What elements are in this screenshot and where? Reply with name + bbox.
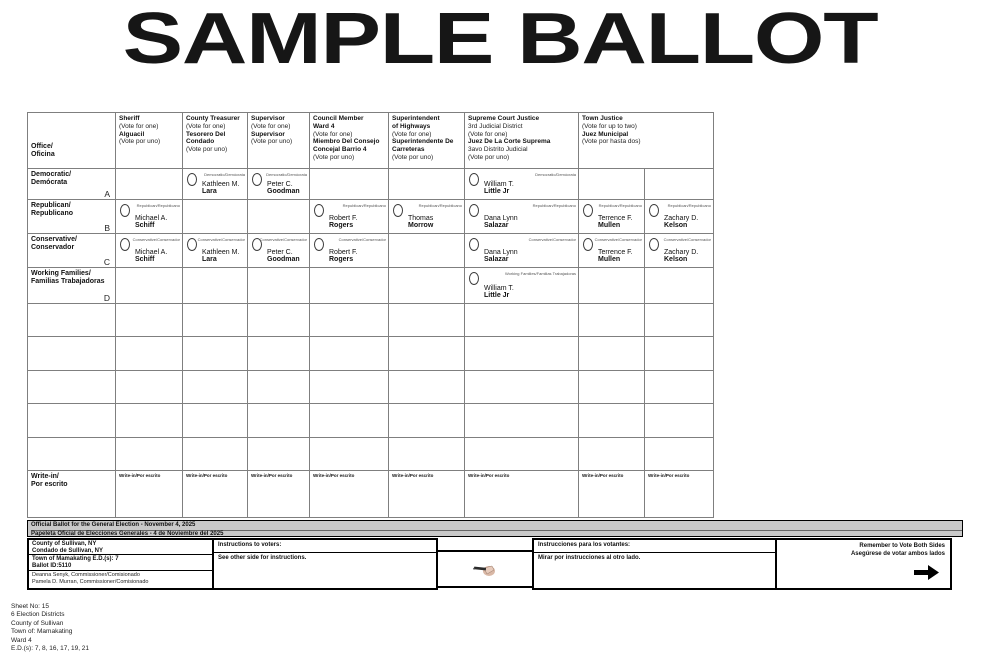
town-label: Town of Mamakating E.D.(s): 7 [32, 556, 119, 562]
empty-cell [28, 404, 116, 437]
candidate-name [598, 215, 633, 230]
hand-marking-oval-box [436, 550, 534, 588]
empty-cell [183, 371, 248, 404]
empty-cell [645, 371, 714, 404]
candidate-name [484, 181, 514, 196]
instructions-header-es: Instrucciones para los votantes: [534, 540, 775, 553]
candidate-last-name: Little Jr [484, 292, 510, 300]
contest-header-line: of Highways [392, 122, 431, 130]
contest-header-line: (Vote for one) [186, 122, 226, 130]
commissioner-2: Pamela D. Murran, Commissioner/Comisionado [32, 579, 149, 585]
empty-cell [645, 304, 714, 337]
empty-cell [579, 337, 645, 370]
contest-header-cell [116, 113, 183, 169]
empty-cell [116, 337, 183, 370]
candidate-cell [248, 169, 310, 200]
candidate-first-name: William T. [484, 284, 514, 292]
empty-cell [389, 337, 465, 370]
contest-header-line: (Vote por hasta dos) [582, 138, 641, 146]
party-endorsement-label: Conservative/Conservador [594, 237, 642, 242]
candidate-last-name: Goodman [267, 188, 300, 196]
contest-header-line: Supreme Court Justice [468, 115, 540, 122]
party-endorsement-label: Republican/Republicano [532, 203, 576, 208]
candidate-cell [645, 234, 714, 268]
candidate-cell [465, 200, 579, 234]
candidate-name [484, 215, 518, 230]
candidate-oval[interactable] [252, 173, 262, 186]
contest-header-line: Carreteras [392, 146, 425, 154]
candidate-oval[interactable] [187, 173, 197, 186]
contest-header-line: (Vote por uno) [119, 138, 161, 146]
candidate-last-name: Schiff [135, 222, 155, 230]
party-endorsement-label: Republican/Republicano [136, 203, 180, 208]
candidate-last-name: Morrow [408, 222, 434, 230]
candidate-oval[interactable] [469, 204, 479, 217]
empty-cell [645, 404, 714, 437]
candidate-cell [116, 234, 183, 268]
county-info [29, 540, 212, 555]
candidate-cell [116, 200, 183, 234]
candidate-name [484, 249, 518, 264]
sheet-eds: E.D.(s): 7, 8, 16, 17, 19, 21 [11, 645, 90, 653]
contest-header-line: Alguacil [119, 130, 145, 138]
candidate-last-name: Mullen [598, 256, 621, 264]
candidate-first-name: Michael A. [135, 214, 168, 222]
candidate-cell [645, 200, 714, 234]
vote-both-sides-es: Asegúrese de votar ambos lados [850, 550, 945, 557]
candidate-name [598, 249, 633, 264]
empty-cell [579, 371, 645, 404]
candidate-name [664, 215, 698, 230]
party-endorsement-label: Conservative/Conservador [338, 237, 386, 242]
candidate-cell [579, 200, 645, 234]
candidate-name [135, 249, 167, 264]
empty-cell [248, 371, 310, 404]
candidate-first-name: Kathleen M. [202, 180, 240, 188]
write-in-label: Write-in/Por escrito [119, 472, 161, 478]
empty-cell [28, 371, 116, 404]
candidate-name [484, 285, 514, 300]
candidate-last-name: Goodman [267, 256, 300, 264]
sheet-ward: Ward 4 [11, 636, 32, 644]
candidate-last-name: Salazar [484, 256, 509, 264]
candidate-cell [248, 268, 310, 304]
contest-header-line: Condado [186, 138, 215, 146]
commissioner-1: Deanna Senyk, Commissioner/Comisionado [32, 572, 140, 578]
candidate-first-name: Robert F. [329, 248, 358, 256]
candidate-first-name: William T. [484, 180, 514, 188]
contest-header-line: (Vote por uno) [392, 153, 434, 161]
candidate-first-name: Dana Lynn [484, 214, 518, 222]
write-in-cell[interactable] [465, 471, 579, 518]
candidate-cell [116, 169, 183, 200]
official-ballot-line-en: Official Ballot for the General Election - November 4, 2025 [31, 522, 962, 531]
office-header-cell [28, 113, 116, 169]
contest-header-cell [465, 113, 579, 169]
vote-both-sides-en: Remember to Vote Both Sides [859, 543, 945, 549]
write-in-cell[interactable] [248, 471, 310, 518]
write-in-row-label-line: Por escrito [31, 480, 68, 488]
empty-cell [579, 438, 645, 471]
candidate-oval[interactable] [469, 238, 479, 251]
empty-cell [310, 337, 389, 370]
contest-header-line: (Vote for one) [251, 122, 291, 130]
candidate-oval[interactable] [649, 238, 659, 251]
candidate-last-name: Schiff [135, 256, 155, 264]
contest-header-line: Sheriff [119, 115, 140, 122]
candidate-first-name: Michael A. [135, 248, 168, 256]
contest-header-line: Miembro Del Consejo [313, 138, 380, 146]
ballot-id: Ballot ID:5110 [32, 563, 72, 569]
candidate-name [135, 215, 167, 230]
empty-cell [579, 404, 645, 437]
empty-cell [645, 438, 714, 471]
row-letter: B [104, 223, 110, 233]
contest-header-line: (Vote por uno) [186, 146, 228, 154]
candidate-name [202, 181, 239, 196]
candidate-first-name: Robert F. [329, 214, 358, 222]
party-endorsement-label: Conservative/Conservador [259, 237, 307, 242]
write-in-label: Write-in/Por escrito [582, 472, 624, 478]
write-in-label: Write-in/Por escrito [648, 472, 690, 478]
party-endorsement-label: Democratic/Demócrata [535, 172, 576, 177]
write-in-cell[interactable] [579, 471, 645, 518]
hand-pencil-icon [473, 561, 497, 578]
party-endorsement-label: Conservative/Conservador [528, 237, 576, 242]
candidate-cell [310, 200, 389, 234]
instructions-body-en: See other side for instructions. [218, 555, 307, 561]
empty-cell [310, 438, 389, 471]
candidate-first-name: Kathleen M. [202, 248, 240, 256]
write-in-label: Write-in/Por escrito [468, 472, 510, 478]
empty-cell [116, 304, 183, 337]
empty-cell [389, 438, 465, 471]
party-endorsement-label: Republican/Republicano [667, 203, 711, 208]
sheet-no: Sheet No: 15 [11, 603, 49, 610]
party-endorsement-label: Conservative/Conservador [663, 237, 711, 242]
candidate-last-name: Little Jr [484, 188, 510, 196]
candidate-cell [579, 169, 645, 200]
empty-cell [465, 438, 579, 471]
write-in-row-label [28, 471, 116, 518]
candidate-name [664, 249, 698, 264]
contest-header-line: Superintendente De [392, 138, 454, 146]
write-in-cell[interactable] [389, 471, 465, 518]
candidate-cell [389, 268, 465, 304]
candidate-cell [389, 169, 465, 200]
sheet-county: County of Sullivan [11, 619, 64, 627]
row-letter: A [104, 189, 110, 199]
row-letter: D [103, 293, 110, 303]
write-in-cell[interactable] [310, 471, 389, 518]
candidate-cell [116, 268, 183, 304]
empty-cell [389, 404, 465, 437]
write-in-cell[interactable] [116, 471, 183, 518]
contest-header-line: Tesorero Del [186, 130, 226, 138]
empty-cell [248, 337, 310, 370]
info-section [27, 538, 963, 590]
party-endorsement-label: Working Families/Familias Trabajadoras [504, 271, 576, 276]
candidate-name [329, 215, 357, 230]
candidate-oval[interactable] [393, 204, 403, 217]
party-endorsement-label: Conservative/Conservador [132, 237, 180, 242]
candidate-first-name: Peter C. [267, 180, 293, 188]
candidate-oval[interactable] [120, 238, 130, 251]
contest-header-cell [579, 113, 714, 169]
candidate-cell [645, 169, 714, 200]
candidate-oval[interactable] [314, 204, 324, 217]
empty-cell [28, 337, 116, 370]
contest-header-line: Council Member [313, 115, 364, 122]
candidate-cell [465, 268, 579, 304]
contest-header-line: 3rd Judicial District [468, 122, 523, 130]
empty-cell [579, 304, 645, 337]
candidate-cell [465, 234, 579, 268]
contest-header-line: Town Justice [582, 115, 623, 122]
write-in-cell[interactable] [645, 471, 714, 518]
candidate-cell [310, 169, 389, 200]
county-es: Condado de Sullivan, NY [32, 548, 104, 554]
party-name: Familias Trabajadoras [31, 278, 105, 285]
candidate-first-name: Peter C. [267, 248, 293, 256]
candidate-first-name: Terrence F. [598, 248, 633, 256]
official-ballot-bar [27, 520, 963, 537]
party-row-label [28, 268, 116, 304]
commissioners-info [29, 571, 212, 587]
candidate-oval[interactable] [649, 204, 659, 217]
empty-cell [183, 337, 248, 370]
county-en: County of Sullivan, NY [32, 541, 97, 547]
empty-cell [310, 371, 389, 404]
instructions-box-en [212, 538, 438, 590]
write-in-label: Write-in/Por escrito [392, 472, 434, 478]
candidate-first-name: Thomas [408, 214, 434, 222]
candidate-cell [183, 268, 248, 304]
empty-cell [183, 404, 248, 437]
contest-header-line: Supervisor [251, 130, 285, 138]
candidate-cell [183, 234, 248, 268]
contest-header-cell [248, 113, 310, 169]
ballot-table [27, 112, 714, 518]
instructions-header-en: Instructions to voters: [214, 540, 436, 553]
party-name: Republicano [31, 210, 74, 217]
candidate-cell [389, 200, 465, 234]
office-header-label: Oficina [31, 151, 55, 158]
official-ballot-line-es: Papeleta Oficial de Elecciones Generales - 4 de Noviembre del 2025 [31, 530, 224, 537]
contest-header-line: (Vote por uno) [313, 153, 355, 161]
sheet-info [11, 603, 89, 653]
candidate-cell [579, 268, 645, 304]
candidate-cell [248, 200, 310, 234]
page-title: SAMPLE BALLOT [122, 0, 878, 79]
candidate-oval[interactable] [187, 238, 197, 251]
district-info-box [27, 538, 214, 590]
candidate-last-name: Lara [202, 188, 217, 196]
contest-header-cell [310, 113, 389, 169]
contest-header-line: County Treasurer [186, 115, 240, 122]
candidate-oval[interactable] [120, 204, 130, 217]
empty-cell [465, 371, 579, 404]
candidate-last-name: Rogers [329, 256, 354, 264]
empty-cell [645, 337, 714, 370]
candidate-cell [183, 169, 248, 200]
contest-header-line: Juez Municipal [582, 130, 629, 138]
candidate-cell [465, 169, 579, 200]
party-row-label [28, 200, 116, 234]
write-in-label: Write-in/Por escrito [251, 472, 293, 478]
empty-cell [183, 438, 248, 471]
right-arrow-icon [913, 564, 940, 585]
empty-cell [310, 404, 389, 437]
contest-header-cell [183, 113, 248, 169]
empty-cell [28, 304, 116, 337]
empty-cell [310, 304, 389, 337]
candidate-cell [248, 234, 310, 268]
party-name: Democratic/ [31, 171, 72, 178]
empty-cell [465, 404, 579, 437]
candidate-last-name: Mullen [598, 222, 621, 230]
candidate-first-name: Zachary D. [664, 248, 699, 256]
town-ballot-info [29, 555, 212, 571]
instructions-box-es [532, 538, 777, 590]
candidate-cell [183, 200, 248, 234]
candidate-oval[interactable] [583, 238, 593, 251]
party-name: Conservative/ [31, 236, 77, 243]
empty-cell [248, 438, 310, 471]
candidate-cell [389, 234, 465, 268]
candidate-last-name: Salazar [484, 222, 509, 230]
contest-header-line: Supervisor [251, 115, 285, 122]
instructions-body-es: Mirar por instrucciones al otro lado. [538, 555, 641, 561]
candidate-oval[interactable] [469, 272, 479, 285]
row-letter: C [103, 257, 110, 267]
contest-header-line: (Vote for up to two) [582, 122, 637, 130]
party-name: Republican/ [31, 202, 71, 209]
office-header-label: Office/ [31, 143, 53, 150]
empty-cell [248, 304, 310, 337]
party-endorsement-label: Democratic/Demócrata [266, 172, 307, 177]
candidate-last-name: Rogers [329, 222, 354, 230]
candidate-cell [310, 268, 389, 304]
candidate-first-name: Dana Lynn [484, 248, 518, 256]
write-in-cell[interactable] [183, 471, 248, 518]
empty-cell [116, 438, 183, 471]
party-endorsement-label: Conservative/Conservador [197, 237, 245, 242]
party-name: Working Families/ [31, 270, 91, 277]
party-endorsement-label: Democratic/Demócrata [204, 172, 245, 177]
party-endorsement-label: Republican/Republicano [418, 203, 462, 208]
contest-header-line: Ward 4 [313, 122, 335, 130]
contest-header-line: (Vote for one) [468, 130, 508, 138]
empty-cell [389, 304, 465, 337]
empty-cell [116, 371, 183, 404]
empty-cell [465, 337, 579, 370]
contest-header-line: (Vote for one) [119, 122, 159, 130]
candidate-cell [579, 234, 645, 268]
vote-both-sides-box [775, 538, 952, 590]
candidate-cell [645, 268, 714, 304]
candidate-name [202, 249, 239, 264]
contest-header-line: Concejal Barrio 4 [313, 146, 367, 154]
party-endorsement-label: Republican/Republicano [598, 203, 642, 208]
party-endorsement-label: Republican/Republicano [342, 203, 386, 208]
party-row-label [28, 169, 116, 200]
contest-header-line: (Vote por uno) [251, 138, 293, 146]
write-in-label: Write-in/Por escrito [186, 472, 228, 478]
candidate-oval[interactable] [314, 238, 324, 251]
empty-cell [389, 371, 465, 404]
contest-header-line: (Vote for one) [392, 130, 432, 138]
contest-header-line: Juez De La Corte Suprema [468, 138, 551, 146]
candidate-name [408, 215, 433, 230]
contest-header-line: (Vote for one) [313, 130, 353, 138]
candidate-name [267, 181, 300, 196]
candidate-first-name: Zachary D. [664, 214, 699, 222]
candidate-last-name: Lara [202, 256, 217, 264]
contest-header-line: (Vote por uno) [468, 153, 510, 161]
party-name: Demócrata [31, 179, 68, 186]
candidate-name [267, 249, 300, 264]
sheet-town: Town of: Mamakating [11, 628, 73, 636]
candidate-last-name: Kelson [664, 256, 688, 264]
candidate-oval[interactable] [583, 204, 593, 217]
empty-cell [183, 304, 248, 337]
empty-cell [248, 404, 310, 437]
write-in-label: Write-in/Por escrito [313, 472, 355, 478]
contest-header-line: 3avo Distrito Judicial [468, 146, 528, 154]
contest-header-line: Superintendent [392, 115, 440, 122]
candidate-first-name: Terrence F. [598, 214, 633, 222]
candidate-cell [310, 234, 389, 268]
empty-cell [28, 438, 116, 471]
candidate-oval[interactable] [469, 173, 479, 186]
empty-cell [116, 404, 183, 437]
write-in-row-label-line: Write-in/ [31, 472, 59, 480]
candidate-last-name: Kelson [664, 222, 688, 230]
party-row-label [28, 234, 116, 268]
candidate-name [329, 249, 357, 264]
election-districts: 6 Election Districts [11, 611, 65, 619]
empty-cell [465, 304, 579, 337]
party-name: Conservador [31, 244, 75, 251]
contest-header-cell [389, 113, 465, 169]
